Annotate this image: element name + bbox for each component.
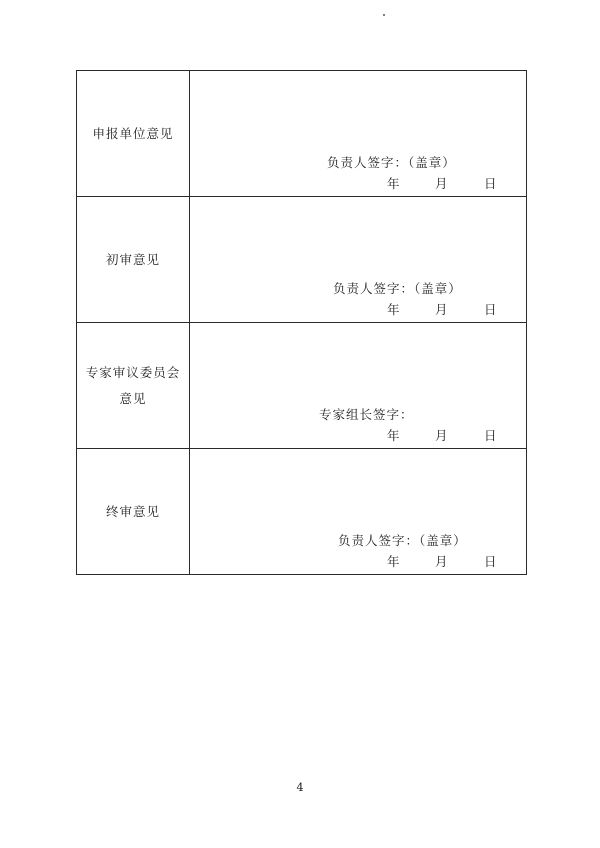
date-year: 年: [387, 302, 400, 317]
form-row-expert-committee: [77, 323, 527, 449]
form-row-final-review: [77, 449, 527, 575]
date-day: 日: [484, 302, 497, 317]
date-line: [387, 300, 507, 318]
date-month: 月: [435, 428, 448, 443]
page-number: 4: [296, 781, 304, 794]
scan-speck: [383, 14, 385, 16]
row-label: [77, 121, 189, 147]
date-day: 日: [484, 176, 497, 191]
opinion-input-area[interactable]: [190, 323, 527, 449]
opinion-input-area[interactable]: [190, 449, 527, 575]
date-line: [387, 426, 507, 444]
row-label-line: 终审意见: [105, 503, 160, 519]
date-year: 年: [387, 176, 400, 191]
signature-line: 负责人签字：（盖章）: [333, 281, 462, 296]
row-label-line: 意见: [119, 390, 147, 406]
signature-line: 专家组长签字：: [319, 407, 414, 422]
date-month: 月: [435, 554, 448, 569]
form-row-preliminary-review: [77, 197, 527, 323]
opinion-input-area[interactable]: [190, 71, 527, 197]
row-label-cell: [77, 197, 190, 323]
date-month: 月: [435, 176, 448, 191]
row-label: [77, 360, 189, 412]
date-year: 年: [387, 554, 400, 569]
row-label-line: 初审意见: [105, 251, 160, 267]
date-line: [387, 552, 507, 570]
row-label-cell: [77, 449, 190, 575]
date-year: 年: [387, 428, 400, 443]
opinion-input-area[interactable]: [190, 197, 527, 323]
row-label: [77, 499, 189, 525]
row-label-line: 专家审议委员会: [85, 364, 181, 380]
date-month: 月: [435, 302, 448, 317]
row-label-line: 申报单位意见: [92, 125, 174, 141]
row-label-cell: [77, 71, 190, 197]
opinion-form-table: [76, 70, 527, 575]
date-line: [387, 174, 507, 192]
date-day: 日: [484, 428, 497, 443]
form-row-applicant-opinion: [77, 71, 527, 197]
signature-line: 负责人签字：（盖章）: [327, 155, 456, 170]
row-label: [77, 247, 189, 273]
row-label-cell: [77, 323, 190, 449]
signature-line: 负责人签字：（盖章）: [338, 533, 467, 548]
date-day: 日: [484, 554, 497, 569]
